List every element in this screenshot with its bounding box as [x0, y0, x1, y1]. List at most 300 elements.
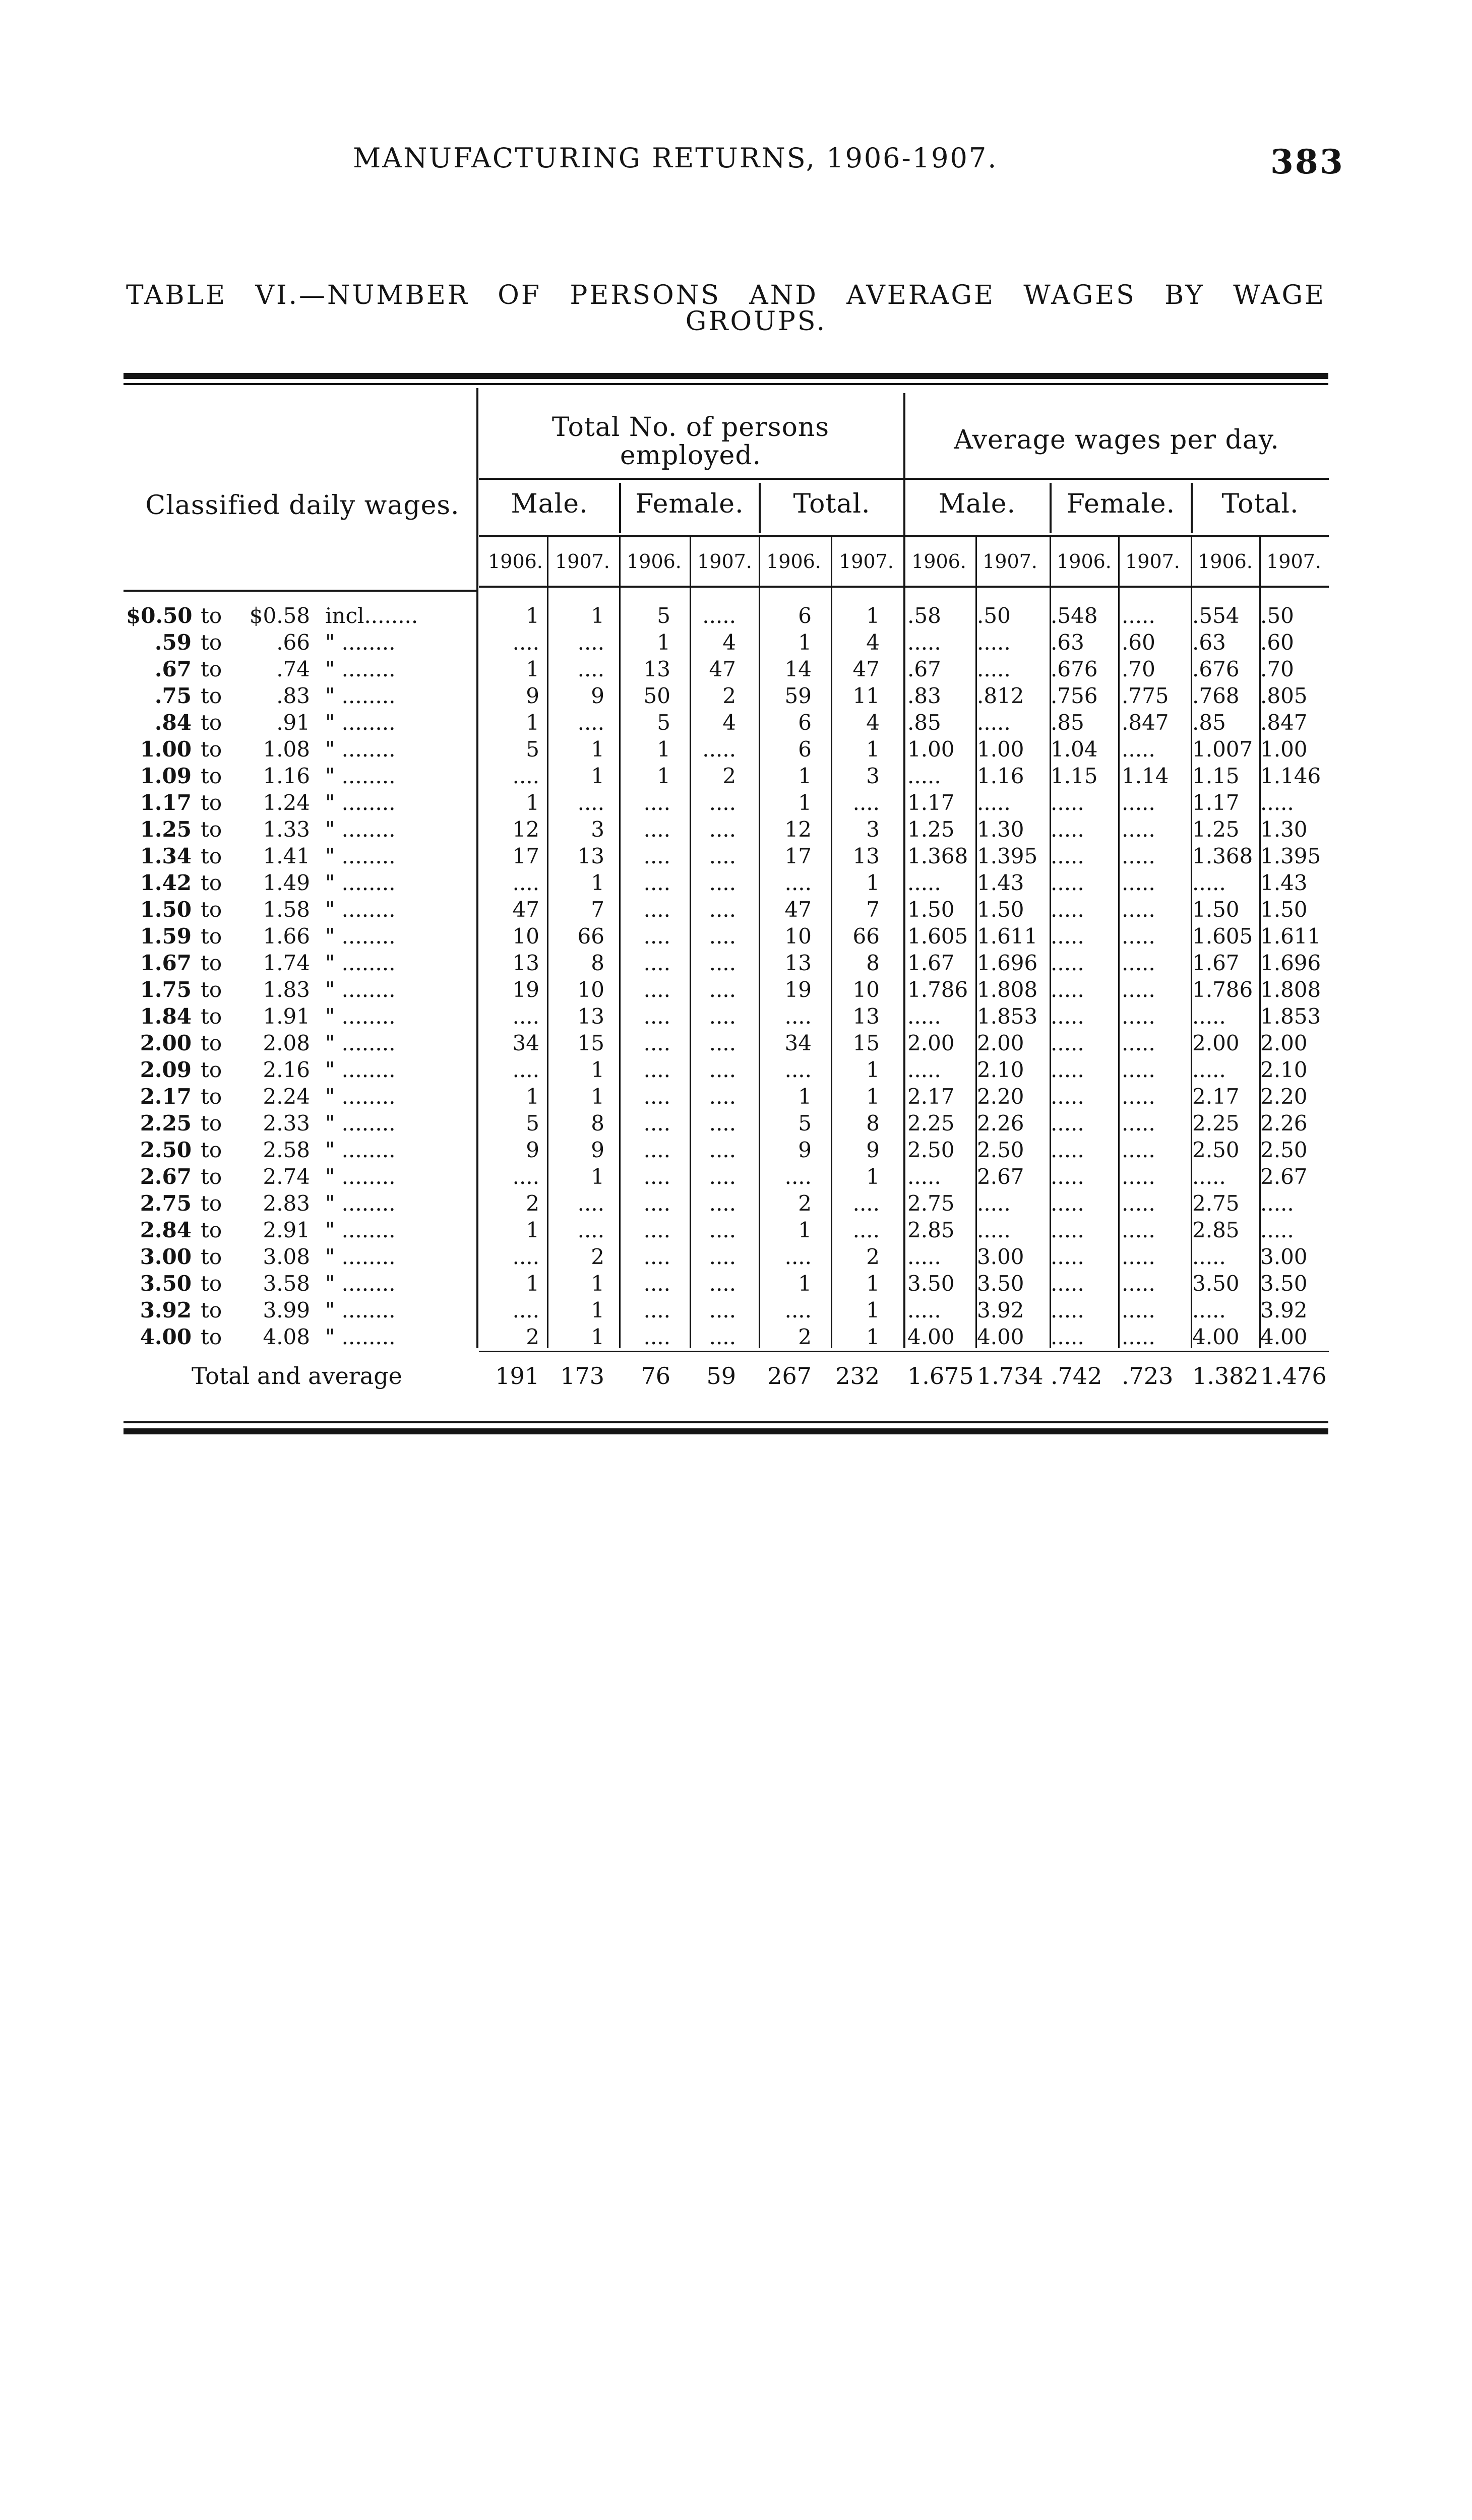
table-row [126, 1056, 1336, 1083]
cell-wages-female-1907: ..... [1122, 603, 1155, 628]
cell-wages-total-1906: .85 [1192, 710, 1226, 735]
year-header: 1907. [839, 550, 894, 573]
cell-wages-total-1907: 2.00 [1260, 1031, 1308, 1055]
cell-wages-male-1907: .812 [977, 683, 1024, 708]
cell-wages-total-1906: 3.50 [1192, 1271, 1240, 1296]
cell-persons-total-1907: 11 [852, 683, 880, 708]
table-row [126, 1243, 1336, 1270]
wage-unit: " ........ [325, 1057, 396, 1082]
wage-from: 2.75 [140, 1191, 192, 1216]
cell-persons-male-1907: 8 [591, 951, 604, 975]
cell-persons-female-1907: ..... [702, 737, 736, 762]
wage-from: 2.00 [140, 1031, 192, 1055]
cell-wages-male-1906: 1.368 [907, 844, 968, 868]
table-title-line-1: TABLE VI.—NUMBER OF PERSONS AND AVERAGE WAGES BY WAGE [126, 280, 1326, 310]
cell-wages-female-1907: ..... [1122, 1244, 1155, 1269]
wage-to-word: to [201, 1191, 222, 1216]
cell-persons-total-1907: 1 [866, 1298, 880, 1322]
cell-persons-total-1906: 12 [784, 817, 812, 842]
cell-wages-total-1906: 4.00 [1192, 1325, 1240, 1349]
total-persons-male-1906: 191 [495, 1362, 539, 1390]
cell-wages-total-1907: ..... [1260, 1218, 1294, 1242]
cell-persons-total-1906: .... [784, 1244, 812, 1269]
cell-wages-male-1906: 1.17 [907, 790, 955, 815]
wage-unit: " ........ [325, 951, 396, 975]
cell-persons-female-1906: .... [643, 1084, 670, 1109]
wage-upto: 1.49 [263, 870, 310, 895]
cell-wages-female-1907: .60 [1122, 630, 1155, 655]
cell-persons-male-1906: 12 [512, 817, 539, 842]
total-persons-male-1907: 173 [560, 1362, 604, 1390]
cell-wages-total-1906: ..... [1192, 1164, 1226, 1189]
cell-wages-female-1906: ..... [1051, 1057, 1084, 1082]
cell-wages-male-1907: 1.43 [977, 870, 1024, 895]
wage-from: .75 [154, 683, 192, 708]
cell-persons-female-1906: .... [643, 1004, 670, 1029]
top-rule-thick [124, 373, 1328, 379]
cell-persons-total-1907: 7 [866, 897, 880, 922]
wage-from: 3.92 [140, 1298, 192, 1322]
wage-to-word: to [201, 1218, 222, 1242]
cell-wages-female-1907: ..... [1122, 1298, 1155, 1322]
cell-wages-male-1906: 2.00 [907, 1031, 955, 1055]
wage-upto: 1.58 [263, 897, 310, 922]
cell-wages-total-1907: .50 [1260, 603, 1294, 628]
wage-unit: " ........ [325, 1164, 396, 1189]
cell-persons-male-1907: 7 [591, 897, 604, 922]
table-title-line-2: GROUPS. [685, 306, 827, 337]
wage-upto: 1.33 [263, 817, 310, 842]
wage-upto: .74 [276, 657, 310, 681]
cell-persons-male-1906: 1 [526, 1271, 539, 1296]
cell-wages-female-1906: 1.15 [1051, 764, 1098, 788]
table-row [126, 789, 1336, 816]
years-underline [479, 586, 1329, 588]
cell-wages-female-1906: ..... [1051, 977, 1084, 1002]
cell-wages-total-1906: ..... [1192, 1004, 1226, 1029]
wage-from: 1.75 [140, 977, 192, 1002]
cell-persons-total-1907: 4 [866, 710, 880, 735]
cell-wages-female-1907: ..... [1122, 790, 1155, 815]
wage-from: 3.00 [140, 1244, 192, 1269]
cell-wages-female-1906: .756 [1051, 683, 1098, 708]
cell-wages-female-1906: ..... [1051, 1164, 1084, 1189]
table-row [126, 709, 1336, 736]
wage-to-word: to [201, 817, 222, 842]
cell-wages-total-1907: 1.50 [1260, 897, 1308, 922]
cell-persons-total-1906: .... [784, 1164, 812, 1189]
cell-persons-total-1907: 47 [852, 657, 880, 681]
wage-from: $0.50 [126, 603, 193, 628]
cell-wages-male-1907: 1.808 [977, 977, 1038, 1002]
cell-persons-male-1906: 1 [526, 1084, 539, 1109]
cell-persons-total-1907: 66 [852, 924, 880, 949]
cell-wages-male-1907: 1.853 [977, 1004, 1038, 1029]
wage-from: 2.09 [140, 1057, 192, 1082]
cell-wages-female-1906: ..... [1051, 951, 1084, 975]
wage-upto: 2.24 [263, 1084, 310, 1109]
cell-persons-male-1907: .... [577, 657, 604, 681]
cell-wages-total-1907: 1.30 [1260, 817, 1308, 842]
wage-upto: .91 [276, 710, 310, 735]
cell-wages-male-1906: 1.786 [907, 977, 968, 1002]
cell-wages-female-1906: ..... [1051, 817, 1084, 842]
wage-to-word: to [201, 657, 222, 681]
total-persons-total-1906: 267 [767, 1362, 812, 1390]
cell-wages-female-1907: ..... [1122, 1031, 1155, 1055]
wage-to-word: to [201, 630, 222, 655]
cell-wages-male-1906: 4.00 [907, 1325, 955, 1349]
wage-from: 1.42 [140, 870, 192, 895]
cell-wages-female-1906: ..... [1051, 1298, 1084, 1322]
table-row [126, 1137, 1336, 1163]
cell-persons-total-1906: 6 [798, 710, 812, 735]
wage-to-word: to [201, 1031, 222, 1055]
total-row [126, 1361, 1336, 1391]
cell-persons-male-1906: 5 [526, 737, 539, 762]
cell-wages-female-1907: ..... [1122, 1325, 1155, 1349]
cell-persons-total-1907: 1 [866, 1325, 880, 1349]
total-wages-total-1907: 1.476 [1260, 1362, 1327, 1390]
wage-to-word: to [201, 977, 222, 1002]
table-row [126, 976, 1336, 1003]
cell-persons-female-1907: .... [709, 1191, 736, 1216]
wage-unit: " ........ [325, 630, 396, 655]
wage-upto: 3.99 [263, 1298, 310, 1322]
cell-persons-total-1906: 1 [798, 790, 812, 815]
wage-from: 3.50 [140, 1271, 192, 1296]
cell-persons-female-1906: .... [643, 977, 670, 1002]
cell-wages-total-1907: 3.00 [1260, 1244, 1308, 1269]
cell-wages-total-1906: 1.17 [1192, 790, 1240, 815]
table-row [126, 682, 1336, 709]
wage-unit: " ........ [325, 1298, 396, 1322]
cell-persons-total-1907: 1 [866, 870, 880, 895]
wage-unit: incl........ [325, 603, 418, 628]
cell-persons-total-1906: 6 [798, 737, 812, 762]
cell-persons-total-1907: .... [852, 790, 880, 815]
wage-to-word: to [201, 924, 222, 949]
wage-upto: .83 [276, 683, 310, 708]
cell-persons-male-1906: 5 [526, 1111, 539, 1136]
wage-unit: " ........ [325, 1138, 396, 1162]
wage-from: 1.00 [140, 737, 192, 762]
year-header: 1906. [766, 550, 821, 573]
cell-wages-total-1907: 1.808 [1260, 977, 1321, 1002]
cell-persons-female-1907: 2 [722, 764, 736, 788]
cell-persons-male-1906: .... [512, 630, 539, 655]
table-row [126, 763, 1336, 789]
cell-wages-male-1906: ..... [907, 1004, 941, 1029]
cell-persons-female-1907: .... [709, 897, 736, 922]
cell-wages-male-1907: 3.50 [977, 1271, 1024, 1296]
cell-persons-male-1907: 1 [591, 1057, 604, 1082]
cell-persons-male-1907: 1 [591, 1298, 604, 1322]
cell-wages-male-1906: 2.17 [907, 1084, 955, 1109]
cell-persons-female-1906: 1 [657, 630, 670, 655]
total-label: Total and average [192, 1362, 402, 1390]
cell-wages-male-1906: 1.605 [907, 924, 968, 949]
cell-persons-female-1906: .... [643, 924, 670, 949]
wage-from: 1.25 [140, 817, 192, 842]
cell-wages-total-1906: ..... [1192, 870, 1226, 895]
wage-upto: 2.91 [263, 1218, 310, 1242]
wage-from: 2.50 [140, 1138, 192, 1162]
cell-wages-total-1907: 2.20 [1260, 1084, 1308, 1109]
cell-wages-total-1907: 1.43 [1260, 870, 1308, 895]
wage-upto: 2.74 [263, 1164, 310, 1189]
total-wages-total-1906: 1.382 [1192, 1362, 1259, 1390]
cell-wages-female-1907: ..... [1122, 1084, 1155, 1109]
wage-upto: 3.08 [263, 1244, 310, 1269]
cell-persons-female-1906: .... [643, 844, 670, 868]
cell-persons-female-1906: 1 [657, 737, 670, 762]
cell-wages-female-1907: .70 [1122, 657, 1155, 681]
wage-from: 2.17 [140, 1084, 192, 1109]
cell-persons-total-1907: 13 [852, 1004, 880, 1029]
cell-persons-male-1906: .... [512, 1004, 539, 1029]
cell-wages-total-1906: 1.007 [1192, 737, 1253, 762]
cell-wages-total-1907: .805 [1260, 683, 1308, 708]
wage-unit: " ........ [325, 683, 396, 708]
cell-wages-female-1906: ..... [1051, 1138, 1084, 1162]
cell-wages-total-1907: 4.00 [1260, 1325, 1308, 1349]
year-header: 1906. [488, 550, 543, 573]
total-wages-female-1907: .723 [1122, 1362, 1174, 1390]
wage-from: 2.84 [140, 1218, 192, 1242]
cell-wages-total-1907: 2.50 [1260, 1138, 1308, 1162]
cell-wages-female-1907: ..... [1122, 1191, 1155, 1216]
table-row [126, 869, 1336, 896]
wage-from: 4.00 [140, 1325, 192, 1349]
cell-persons-female-1907: 4 [722, 630, 736, 655]
wage-upto: 1.91 [263, 1004, 310, 1029]
cell-persons-male-1907: .... [577, 790, 604, 815]
cell-wages-total-1906: ..... [1192, 1057, 1226, 1082]
subheader-underline [479, 535, 1329, 537]
cell-wages-total-1906: .676 [1192, 657, 1240, 681]
cell-persons-total-1906: 34 [784, 1031, 812, 1055]
cell-wages-total-1906: .768 [1192, 683, 1240, 708]
cell-persons-total-1906: 59 [784, 683, 812, 708]
cell-persons-male-1907: 1 [591, 1164, 604, 1189]
cell-persons-total-1906: 10 [784, 924, 812, 949]
cell-wages-female-1907: ..... [1122, 1004, 1155, 1029]
cell-wages-total-1907: ..... [1260, 790, 1294, 815]
cell-wages-female-1906: ..... [1051, 1191, 1084, 1216]
cell-persons-total-1907: 15 [852, 1031, 880, 1055]
cell-persons-total-1906: 19 [784, 977, 812, 1002]
table-row [126, 1163, 1336, 1190]
cell-wages-male-1906: 1.00 [907, 737, 955, 762]
cell-wages-female-1907: ..... [1122, 1057, 1155, 1082]
wage-upto: .66 [276, 630, 310, 655]
cell-persons-female-1906: .... [643, 951, 670, 975]
cell-persons-female-1907: .... [709, 1084, 736, 1109]
cell-persons-male-1907: 9 [591, 683, 604, 708]
cell-persons-male-1906: 2 [526, 1191, 539, 1216]
cell-persons-total-1906: 9 [798, 1138, 812, 1162]
cell-persons-female-1906: .... [643, 1031, 670, 1055]
table-row [126, 1190, 1336, 1217]
cell-persons-female-1906: .... [643, 1164, 670, 1189]
cell-wages-total-1906: .63 [1192, 630, 1226, 655]
wage-upto: 1.24 [263, 790, 310, 815]
cell-wages-male-1906: 1.25 [907, 817, 955, 842]
cell-wages-total-1906: 1.15 [1192, 764, 1240, 788]
cell-wages-total-1906: 2.25 [1192, 1111, 1240, 1136]
cell-wages-total-1906: 2.85 [1192, 1218, 1240, 1242]
wage-to-word: to [201, 1138, 222, 1162]
cell-wages-male-1907: 3.00 [977, 1244, 1024, 1269]
cell-persons-female-1907: .... [709, 1164, 736, 1189]
cell-persons-total-1906: 1 [798, 1271, 812, 1296]
cell-wages-male-1907: 4.00 [977, 1325, 1024, 1349]
cell-persons-female-1907: .... [709, 1271, 736, 1296]
cell-persons-total-1906: 1 [798, 1218, 812, 1242]
wage-to-word: to [201, 844, 222, 868]
wage-to-word: to [201, 1057, 222, 1082]
cell-wages-male-1907: 2.26 [977, 1111, 1024, 1136]
page-number: 383 [1270, 142, 1344, 181]
cell-persons-female-1906: 5 [657, 710, 670, 735]
wage-to-word: to [201, 1325, 222, 1349]
cell-wages-male-1907: 2.67 [977, 1164, 1024, 1189]
cell-wages-male-1907: ..... [977, 630, 1011, 655]
cell-persons-male-1907: 8 [591, 1111, 604, 1136]
cell-persons-male-1906: 34 [512, 1031, 539, 1055]
cell-wages-male-1907: 1.611 [977, 924, 1038, 949]
group-header-wages: Average wages per day. [954, 425, 1279, 455]
cell-wages-total-1906: 2.17 [1192, 1084, 1240, 1109]
cell-persons-male-1907: 1 [591, 1271, 604, 1296]
cell-persons-female-1907: .... [709, 844, 736, 868]
cell-wages-male-1906: ..... [907, 1164, 941, 1189]
cell-wages-total-1906: 1.605 [1192, 924, 1253, 949]
cell-persons-total-1907: 10 [852, 977, 880, 1002]
cell-persons-total-1907: 1 [866, 737, 880, 762]
cell-persons-female-1906: .... [643, 1298, 670, 1322]
cell-persons-male-1907: .... [577, 1191, 604, 1216]
sub-header-persons-female: Female. [635, 489, 744, 519]
wage-from: 1.34 [140, 844, 192, 868]
cell-persons-female-1906: 13 [643, 657, 670, 681]
cell-persons-total-1906: 2 [798, 1325, 812, 1349]
cell-wages-male-1907: 1.50 [977, 897, 1024, 922]
wage-upto: 1.41 [263, 844, 310, 868]
cell-persons-male-1907: 9 [591, 1138, 604, 1162]
wage-to-word: to [201, 1298, 222, 1322]
wage-unit: " ........ [325, 1325, 396, 1349]
cell-wages-female-1907: ..... [1122, 1218, 1155, 1242]
cell-persons-female-1906: .... [643, 870, 670, 895]
group-underline-persons [479, 478, 903, 480]
cell-persons-total-1906: 1 [798, 630, 812, 655]
cell-wages-male-1907: 1.696 [977, 951, 1038, 975]
wage-from: 1.67 [140, 951, 192, 975]
cell-persons-total-1907: 9 [866, 1138, 880, 1162]
wage-to-word: to [201, 683, 222, 708]
cell-wages-male-1907: 1.00 [977, 737, 1024, 762]
wage-upto: 1.74 [263, 951, 310, 975]
wage-from: 2.67 [140, 1164, 192, 1189]
sub-header-wages-female: Female. [1066, 489, 1176, 519]
cell-persons-female-1907: .... [709, 1244, 736, 1269]
cell-wages-female-1906: ..... [1051, 1244, 1084, 1269]
wage-upto: 1.16 [263, 764, 310, 788]
cell-wages-female-1907: ..... [1122, 817, 1155, 842]
wage-to-word: to [201, 1244, 222, 1269]
sub-header-wages-male: Male. [938, 489, 1016, 519]
cell-wages-total-1906: 1.67 [1192, 951, 1240, 975]
cell-persons-male-1906: 1 [526, 710, 539, 735]
cell-wages-female-1906: ..... [1051, 1031, 1084, 1055]
cell-persons-female-1907: .... [709, 977, 736, 1002]
wage-unit: " ........ [325, 817, 396, 842]
cell-persons-total-1906: 13 [784, 951, 812, 975]
total-separator [479, 1351, 1329, 1352]
cell-wages-total-1907: .847 [1260, 710, 1308, 735]
cell-wages-male-1906: .83 [907, 683, 941, 708]
cell-wages-female-1907: ..... [1122, 951, 1155, 975]
stub-header: Classified daily wages. [145, 490, 460, 521]
cell-wages-female-1907: ..... [1122, 844, 1155, 868]
cell-wages-male-1907: 3.92 [977, 1298, 1024, 1322]
cell-wages-female-1906: ..... [1051, 1271, 1084, 1296]
cell-wages-female-1906: ..... [1051, 1325, 1084, 1349]
wage-from: 1.09 [140, 764, 192, 788]
cell-persons-total-1907: 1 [866, 603, 880, 628]
table-row [126, 656, 1336, 682]
cell-persons-female-1906: .... [643, 1218, 670, 1242]
cell-wages-female-1906: ..... [1051, 1084, 1084, 1109]
cell-persons-male-1906: 10 [512, 924, 539, 949]
total-persons-total-1907: 232 [835, 1362, 880, 1390]
cell-persons-male-1907: .... [577, 1218, 604, 1242]
wage-upto: 2.33 [263, 1111, 310, 1136]
cell-wages-female-1907: ..... [1122, 1164, 1155, 1189]
cell-persons-total-1907: 1 [866, 1084, 880, 1109]
cell-wages-female-1907: ..... [1122, 1111, 1155, 1136]
cell-persons-male-1906: 13 [512, 951, 539, 975]
cell-wages-male-1907: ..... [977, 710, 1011, 735]
cell-persons-female-1906: 5 [657, 603, 670, 628]
cell-wages-male-1906: 1.67 [907, 951, 955, 975]
cell-persons-male-1907: 1 [591, 1084, 604, 1109]
cell-persons-total-1907: 3 [866, 764, 880, 788]
wage-unit: " ........ [325, 764, 396, 788]
wage-from: .84 [154, 710, 192, 735]
total-wages-male-1907: 1.734 [977, 1362, 1044, 1390]
wage-to-word: to [201, 951, 222, 975]
cell-wages-female-1906: .548 [1051, 603, 1098, 628]
cell-wages-male-1907: ..... [977, 790, 1011, 815]
wage-to-word: to [201, 1164, 222, 1189]
table-row [126, 950, 1336, 976]
cell-persons-female-1907: .... [709, 1004, 736, 1029]
cell-persons-total-1906: 1 [798, 764, 812, 788]
cell-persons-female-1906: .... [643, 817, 670, 842]
wage-unit: " ........ [325, 924, 396, 949]
cell-persons-female-1906: .... [643, 1111, 670, 1136]
cell-wages-male-1906: 1.50 [907, 897, 955, 922]
wage-from: 2.25 [140, 1111, 192, 1136]
year-header: 1906. [1198, 550, 1253, 573]
total-wages-female-1906: .742 [1051, 1362, 1102, 1390]
cell-wages-male-1907: 2.10 [977, 1057, 1024, 1082]
cell-persons-male-1906: 19 [512, 977, 539, 1002]
year-header: 1907. [555, 550, 610, 573]
